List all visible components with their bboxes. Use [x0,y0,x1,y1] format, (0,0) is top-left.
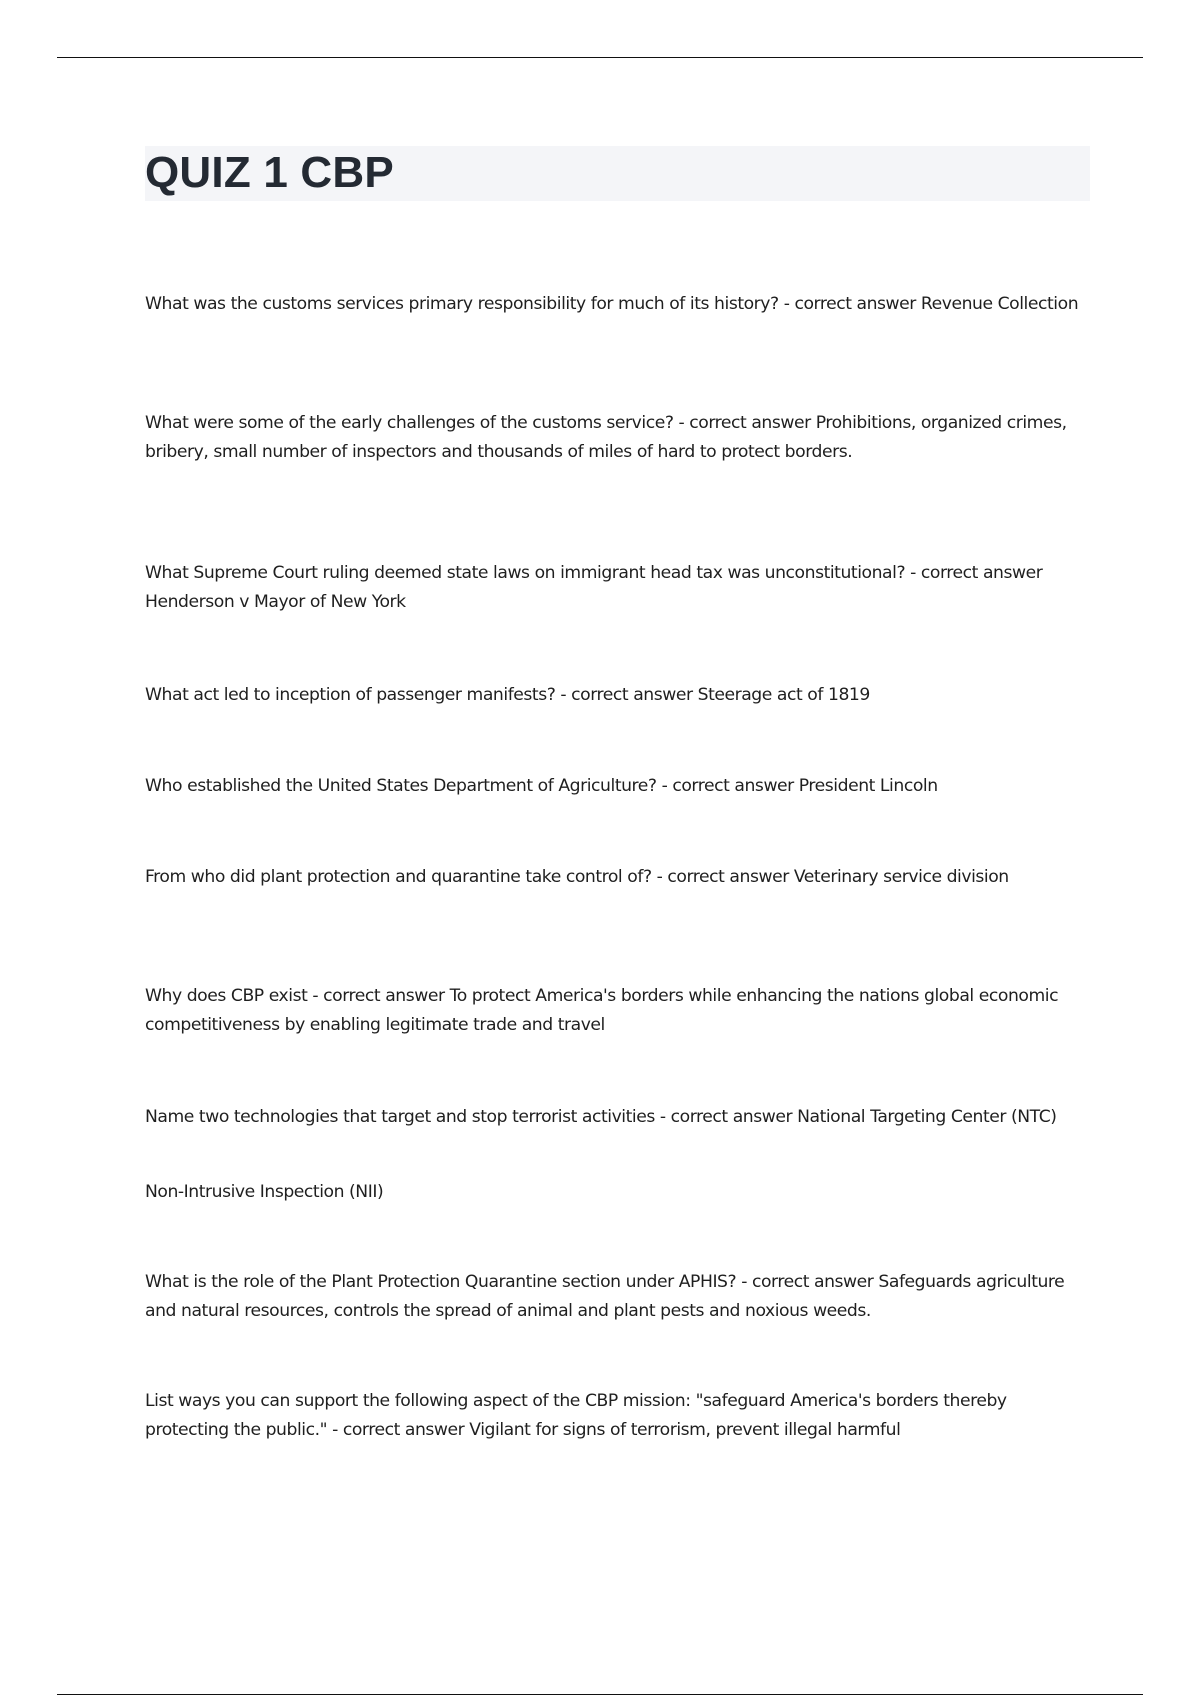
qa-item-3: What Supreme Court ruling deemed state laws on immigrant head tax was unconstitutional? - correct answer Henderson v Mayor of New York [145,563,1043,612]
qa-item-7: Why does CBP exist - correct answer To protect America's borders while enhancing the nations global economic competitiveness by enabling legitimate trade and travel [145,986,1059,1035]
page-title: QUIZ 1 CBP [145,148,394,197]
qa-item-8-continued: Non-Intrusive Inspection (NII) [145,1182,384,1202]
qa-item-2: What were some of the early challenges of the customs service? - correct answer Prohibitions, organized crimes, bribery, small number of inspectors and thousands of miles of hard to protect borders. [145,413,1067,462]
qa-item-5: Who established the United States Department of Agriculture? - correct answer President Lincoln [145,776,938,796]
qa-item-1: What was the customs services primary responsibility for much of its history? - correct answer Revenue Collection [145,294,1079,314]
bottom-rule [57,1694,1143,1695]
qa-item-9: What is the role of the Plant Protection Quarantine section under APHIS? - correct answer Safeguards agriculture and natural resources, controls the spread of animal and plant pests and noxious weeds. [145,1272,1065,1321]
qa-item-6: From who did plant protection and quarantine take control of? - correct answer Veterinary service division [145,867,1009,887]
qa-item-8: Name two technologies that target and stop terrorist activities - correct answer National Targeting Center (NTC) [145,1107,1057,1127]
top-rule [57,57,1143,58]
qa-item-10: List ways you can support the following aspect of the CBP mission: "safeguard America's borders thereby protecting the public." - correct answer Vigilant for signs of terrorism, prevent illegal harmful [145,1391,1007,1440]
qa-item-4: What act led to inception of passenger manifests? - correct answer Steerage act of 1819 [145,685,870,705]
